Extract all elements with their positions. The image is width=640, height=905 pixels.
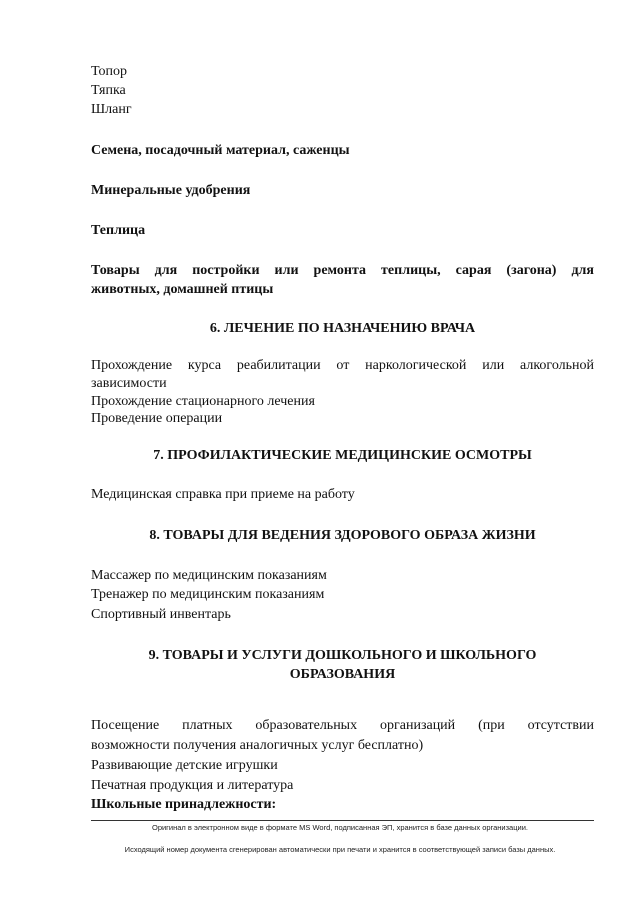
section-6-item-rehab-line1: Прохождение курса реабилитации от наркологической или алкогольной — [91, 358, 594, 373]
heading-fertilizers: Минеральные удобрения — [91, 183, 251, 198]
section-9-item-visit-line2: возможности получения аналогичных услуг бесплатно) — [91, 738, 424, 753]
footer-note-original: Оригинал в электронном виде в формате MS Word, подписанная ЭП, хранится в базе данных организации. — [151, 823, 528, 832]
section-7-item-cert: Медицинская справка при приеме на работу — [91, 487, 355, 502]
heading-greenhouse: Теплица — [91, 223, 146, 238]
section-8-item-trainer: Тренажер по медицинским показаниям — [91, 587, 325, 602]
footer-divider — [91, 820, 594, 821]
section-7-title: 7. ПРОФИЛАКТИЧЕСКИЕ МЕДИЦИНСКИЕ ОСМОТРЫ — [153, 448, 532, 463]
section-9-item-toys: Развивающие детские игрушки — [91, 758, 278, 773]
section-9-title-line2: ОБРАЗОВАНИЯ — [289, 667, 396, 682]
section-9-item-visit-line1: Посещение платных образовательных организаций (при отсутствии — [91, 718, 594, 733]
section-6-title: 6. ЛЕЧЕНИЕ ПО НАЗНАЧЕНИЮ ВРАЧА — [209, 321, 476, 336]
section-8-item-sports: Спортивный инвентарь — [91, 607, 231, 622]
heading-construction-line1: Товары для постройки или ремонта теплицы, сарая (загона) для — [91, 263, 594, 278]
section-9-title-line1: 9. ТОВАРЫ И УСЛУГИ ДОШКОЛЬНОГО И ШКОЛЬНОГО — [148, 648, 537, 663]
footer-note-number: Исходящий номер документа сгенерирован автоматически при печати и хранится в соответствующей записи базы данных. — [124, 845, 556, 854]
section-9-item-school: Школьные принадлежности: — [91, 797, 277, 812]
heading-seeds: Семена, посадочный материал, саженцы — [91, 143, 350, 158]
list-item-axe: Топор — [91, 64, 127, 79]
list-item-hose: Шланг — [91, 102, 132, 117]
section-8-title: 8. ТОВАРЫ ДЛЯ ВЕДЕНИЯ ЗДОРОВОГО ОБРАЗА ЖИЗНИ — [149, 528, 536, 543]
section-6-item-surgery: Проведение операции — [91, 411, 223, 426]
list-item-hoe: Тяпка — [91, 83, 126, 98]
section-6-item-inpatient: Прохождение стационарного лечения — [91, 394, 315, 409]
heading-construction-line2: животных, домашней птицы — [91, 282, 274, 297]
section-6-item-rehab-line2: зависимости — [91, 376, 167, 391]
section-8-item-massager: Массажер по медицинским показаниям — [91, 568, 327, 583]
section-9-item-print: Печатная продукция и литература — [91, 778, 294, 793]
